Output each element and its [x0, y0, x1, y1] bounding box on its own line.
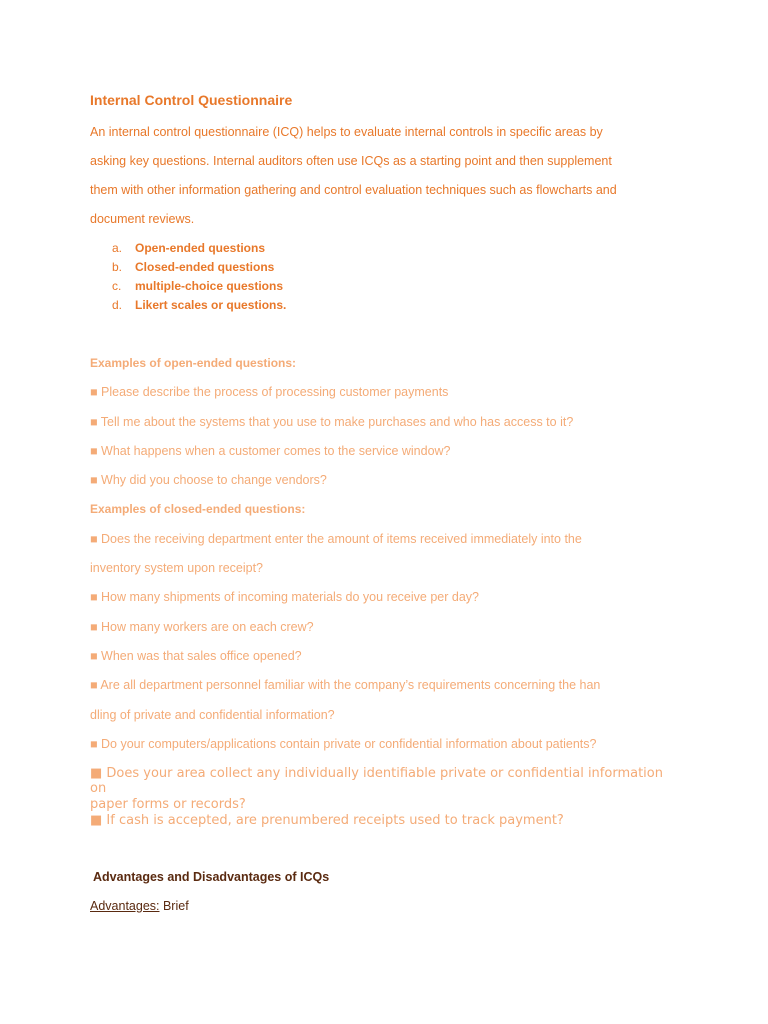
closed-ended-line: inventory system upon receipt?: [90, 561, 264, 575]
advantages-heading: Advantages and Disadvantages of ICQs: [93, 870, 330, 884]
intro-line: An internal control questionnaire (ICQ) helps to evaluate internal controls in specific areas by: [90, 125, 603, 139]
list-marker: c.: [112, 279, 122, 293]
list-item-text: multiple-choice questions: [135, 279, 284, 293]
list-item: [112, 260, 274, 274]
intro-line: them with other information gathering and control evaluation techniques such as flowcharts and: [90, 183, 617, 197]
large-question-line: on: [90, 781, 107, 796]
open-ended-item: ■ What happens when a customer comes to the service window?: [90, 444, 451, 458]
list-item-text: Likert scales or questions.: [135, 298, 287, 312]
list-item-text: Closed-ended questions: [135, 260, 275, 274]
list-item: [112, 279, 283, 293]
list-marker: b.: [112, 260, 123, 274]
closed-ended-line: ■ Does the receiving department enter the amount of items received immediately into the: [90, 532, 582, 546]
large-question-line: ■ If cash is accepted, are prenumbered receipts used to track payment?: [90, 813, 564, 828]
closed-ended-heading: Examples of closed-ended questions:: [90, 502, 306, 516]
advantages-text: Brief: [159, 899, 189, 913]
closed-ended-line: ■ Are all department personnel familiar with the company’s requirements concerning the han: [90, 678, 601, 692]
list-item-text: Open-ended questions: [135, 241, 266, 255]
closed-ended-line: ■ When was that sales office opened?: [90, 649, 302, 663]
document-title: Internal Control Questionnaire: [90, 92, 293, 108]
list-marker: a.: [112, 241, 123, 255]
advantages-label: Advantages:: [90, 899, 160, 913]
open-ended-item: ■ Tell me about the systems that you use to make purchases and who has access to it?: [90, 415, 574, 429]
advantages-line: [90, 899, 189, 913]
list-item: [112, 298, 286, 312]
list-item: [112, 241, 265, 255]
intro-line: asking key questions. Internal auditors often use ICQs as a starting point and then supplement: [90, 154, 612, 168]
closed-ended-line: dling of private and confidential information?: [90, 708, 335, 722]
closed-ended-line: ■ How many shipments of incoming materials do you receive per day?: [90, 590, 479, 604]
large-question-line: ■ Does your area collect any individually identifiable private or confidential information: [90, 766, 663, 781]
closed-ended-line: ■ How many workers are on each crew?: [90, 620, 314, 634]
large-question-line: paper forms or records?: [90, 797, 246, 812]
list-marker: d.: [112, 298, 123, 312]
open-ended-item: ■ Why did you choose to change vendors?: [90, 473, 327, 487]
intro-line: document reviews.: [90, 212, 195, 226]
closed-ended-line: ■ Do your computers/applications contain private or confidential information about patients?: [90, 737, 597, 751]
open-ended-heading: Examples of open-ended questions:: [90, 356, 297, 370]
open-ended-item: ■ Please describe the process of processing customer payments: [90, 385, 449, 399]
